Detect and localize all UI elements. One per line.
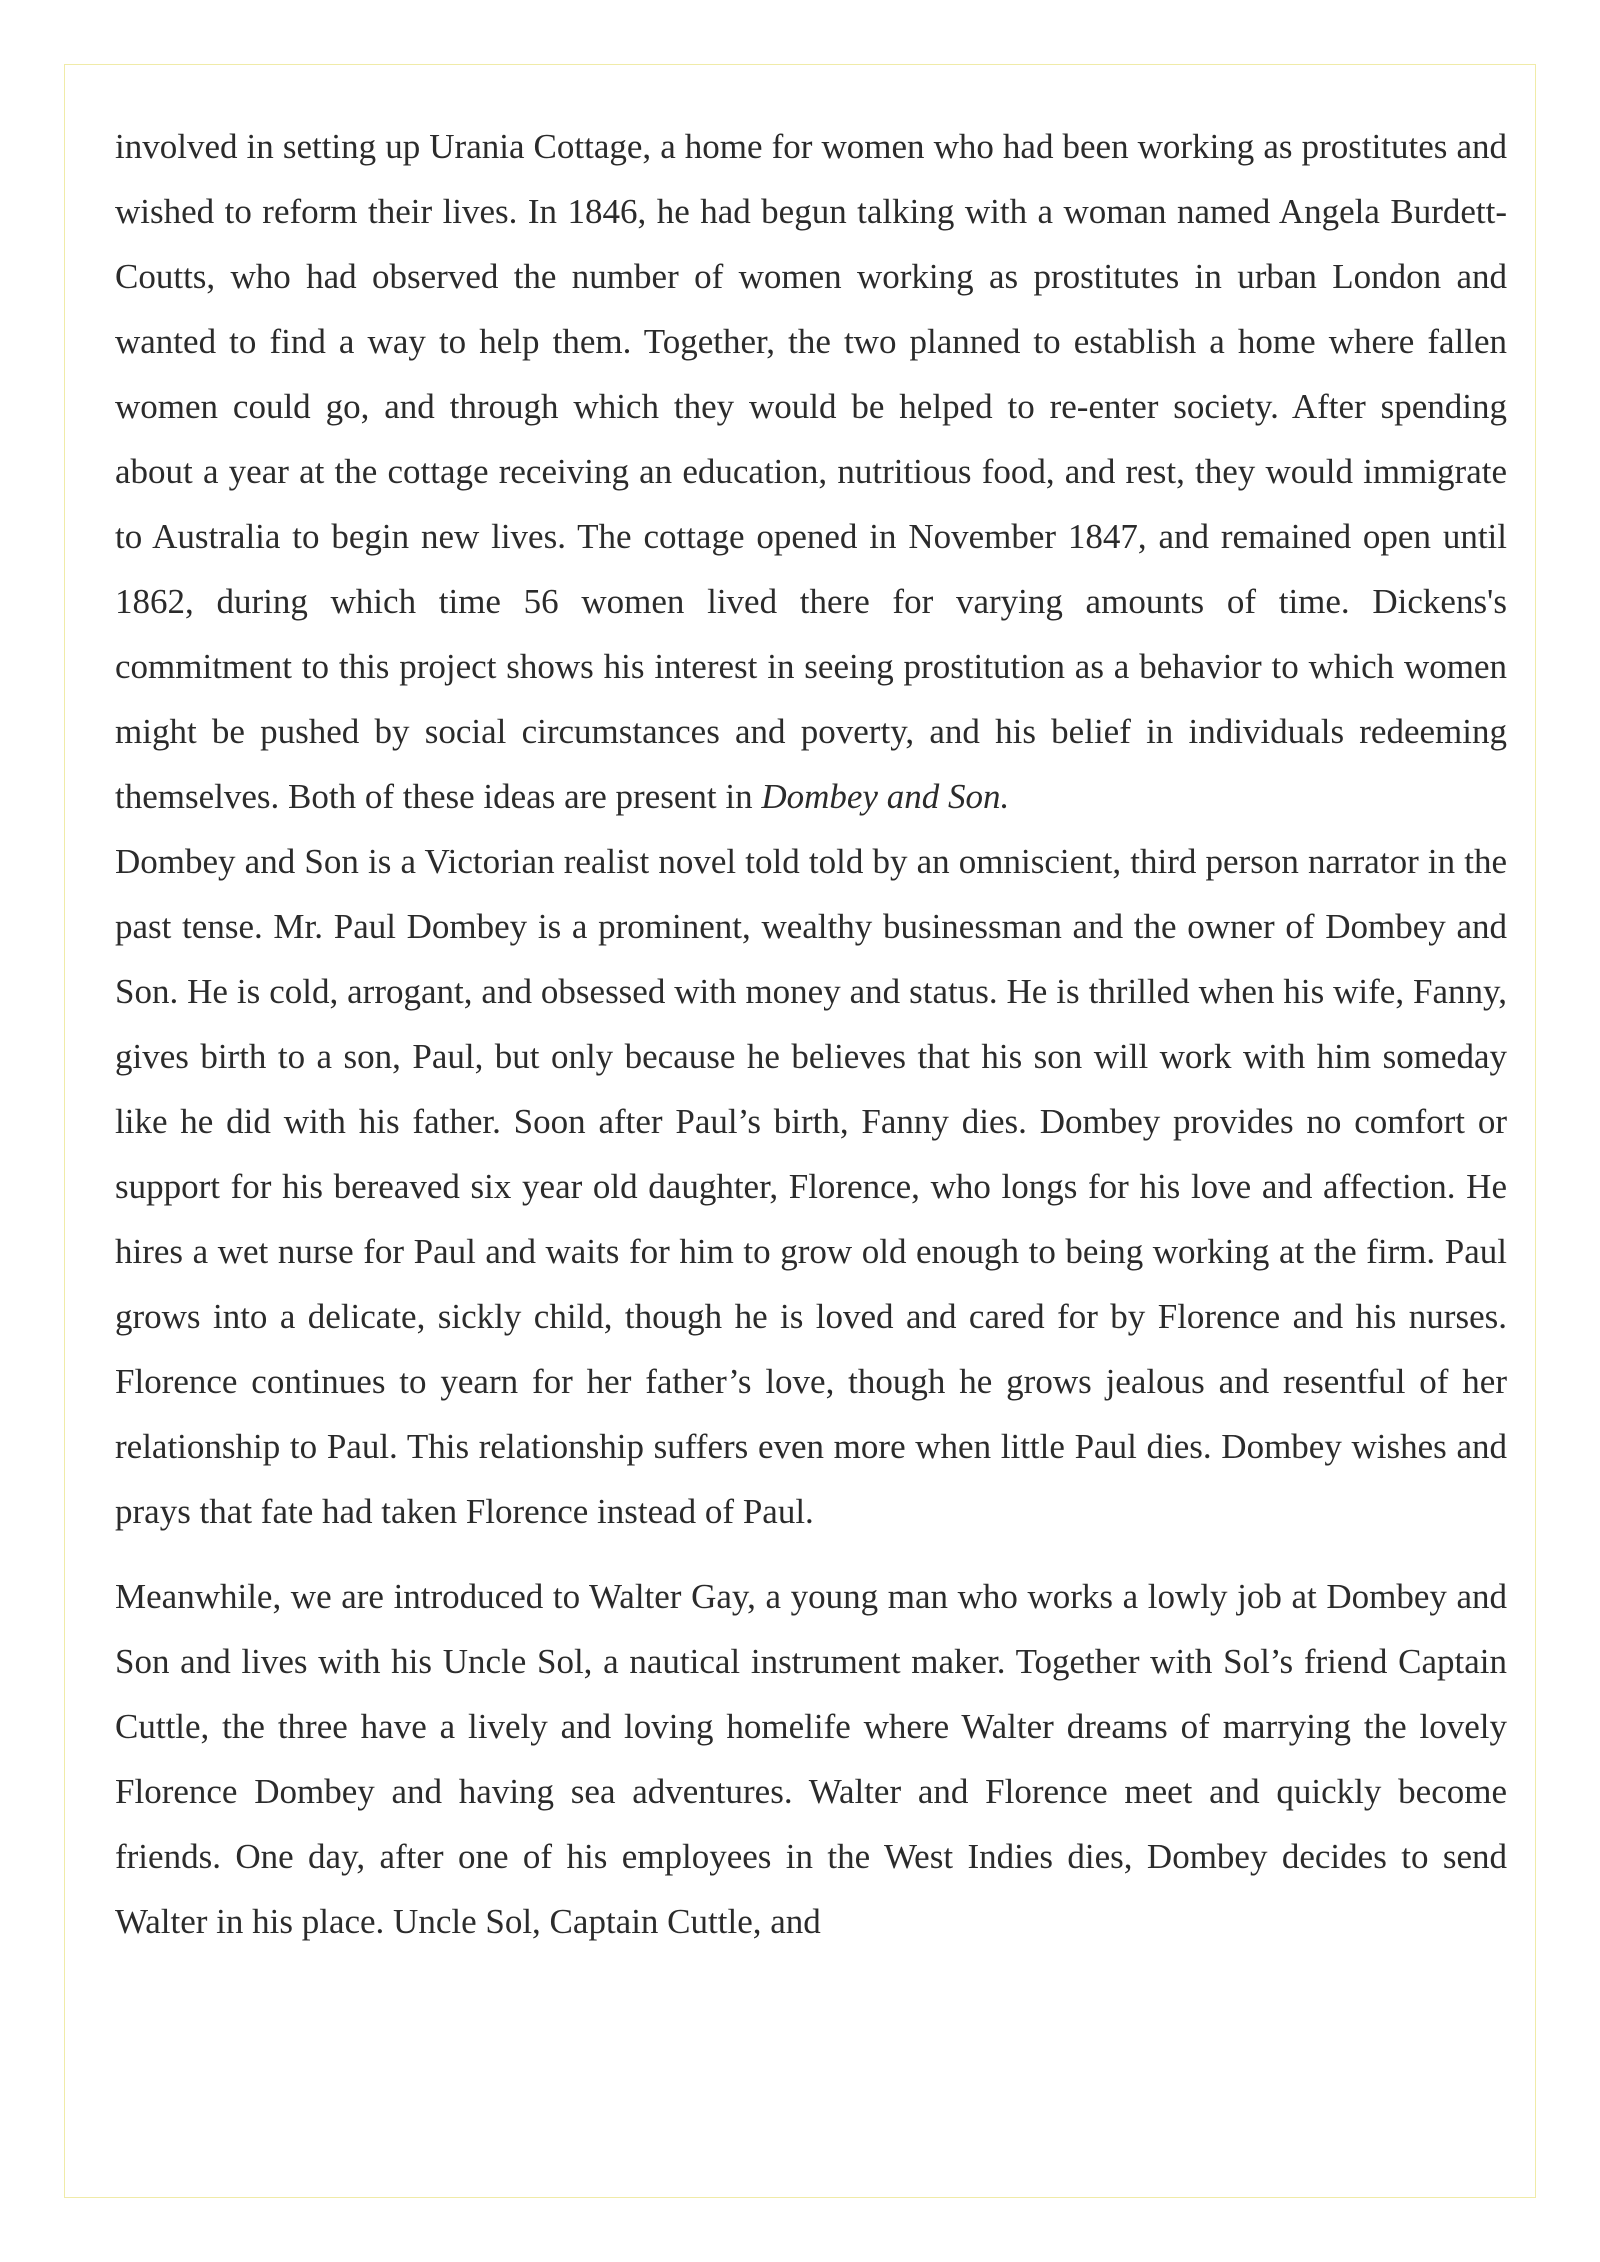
book-title-italic: Dombey and Son. <box>761 777 1010 816</box>
document-body <box>115 114 1507 1954</box>
paragraph-novel-summary: Dombey and Son is a Victorian realist novel told told by an omniscient, third person narrator in the past tense. Mr. Paul Dombey is a prominent, wealthy businessman and the owner of Dombey and Son. He is cold, arrogant, and obsessed with money and status. He is thrilled when his wife, Fanny, gives birth to a son, Paul, but only because he believes that his son will work with him someday like he did with his father. Soon after Paul’s birth, Fanny dies. Dombey provides no comfort or support for his bereaved six year old daughter, Florence, who longs for his love and affection. He hires a wet nurse for Paul and waits for him to grow old enough to being working at the firm. Paul grows into a delicate, sickly child, though he is loved and cared for by Florence and his nurses. Florence continues to yearn for her father’s love, though he grows jealous and resentful of her relationship to Paul. This relationship suffers even more when little Paul dies. Dombey wishes and prays that fate had taken Florence instead of Paul. <box>115 842 1507 1531</box>
paragraph-walter-gay: Meanwhile, we are introduced to Walter Gay, a young man who works a lowly job at Dombey and Son and lives with his Uncle Sol, a nautical instrument maker. Together with Sol’s friend Captain Cuttle, the three have a lively and loving homelife where Walter dreams of marrying the lovely Florence Dombey and having sea adventures. Walter and Florence meet and quickly become friends. One day, after one of his employees in the West Indies dies, Dombey decides to send Walter in his place. Uncle Sol, Captain Cuttle, and <box>115 1577 1507 1941</box>
paragraph-urania-cottage <box>115 114 1507 829</box>
paragraph-text: involved in setting up Urania Cottage, a home for women who had been working as prostitutes and wished to reform their lives. In 1846, he had begun talking with a woman named Angela Burdett-Coutts, who had observed the number of women working as prostitutes in urban London and wanted to find a way to help them. Together, the two planned to establish a home where fallen women could go, and through which they would be helped to re-enter society. After spending about a year at the cottage receiving an education, nutritious food, and rest, they would immigrate to Australia to begin new lives. The cottage opened in November 1847, and remained open until 1862, during which time 56 women lived there for varying amounts of time. Dickens's commitment to this project shows his interest in seeing prostitution as a behavior to which women might be pushed by social circumstances and poverty, and his belief in individuals redeeming themselves. Both of these ideas are present in <box>115 127 1507 816</box>
